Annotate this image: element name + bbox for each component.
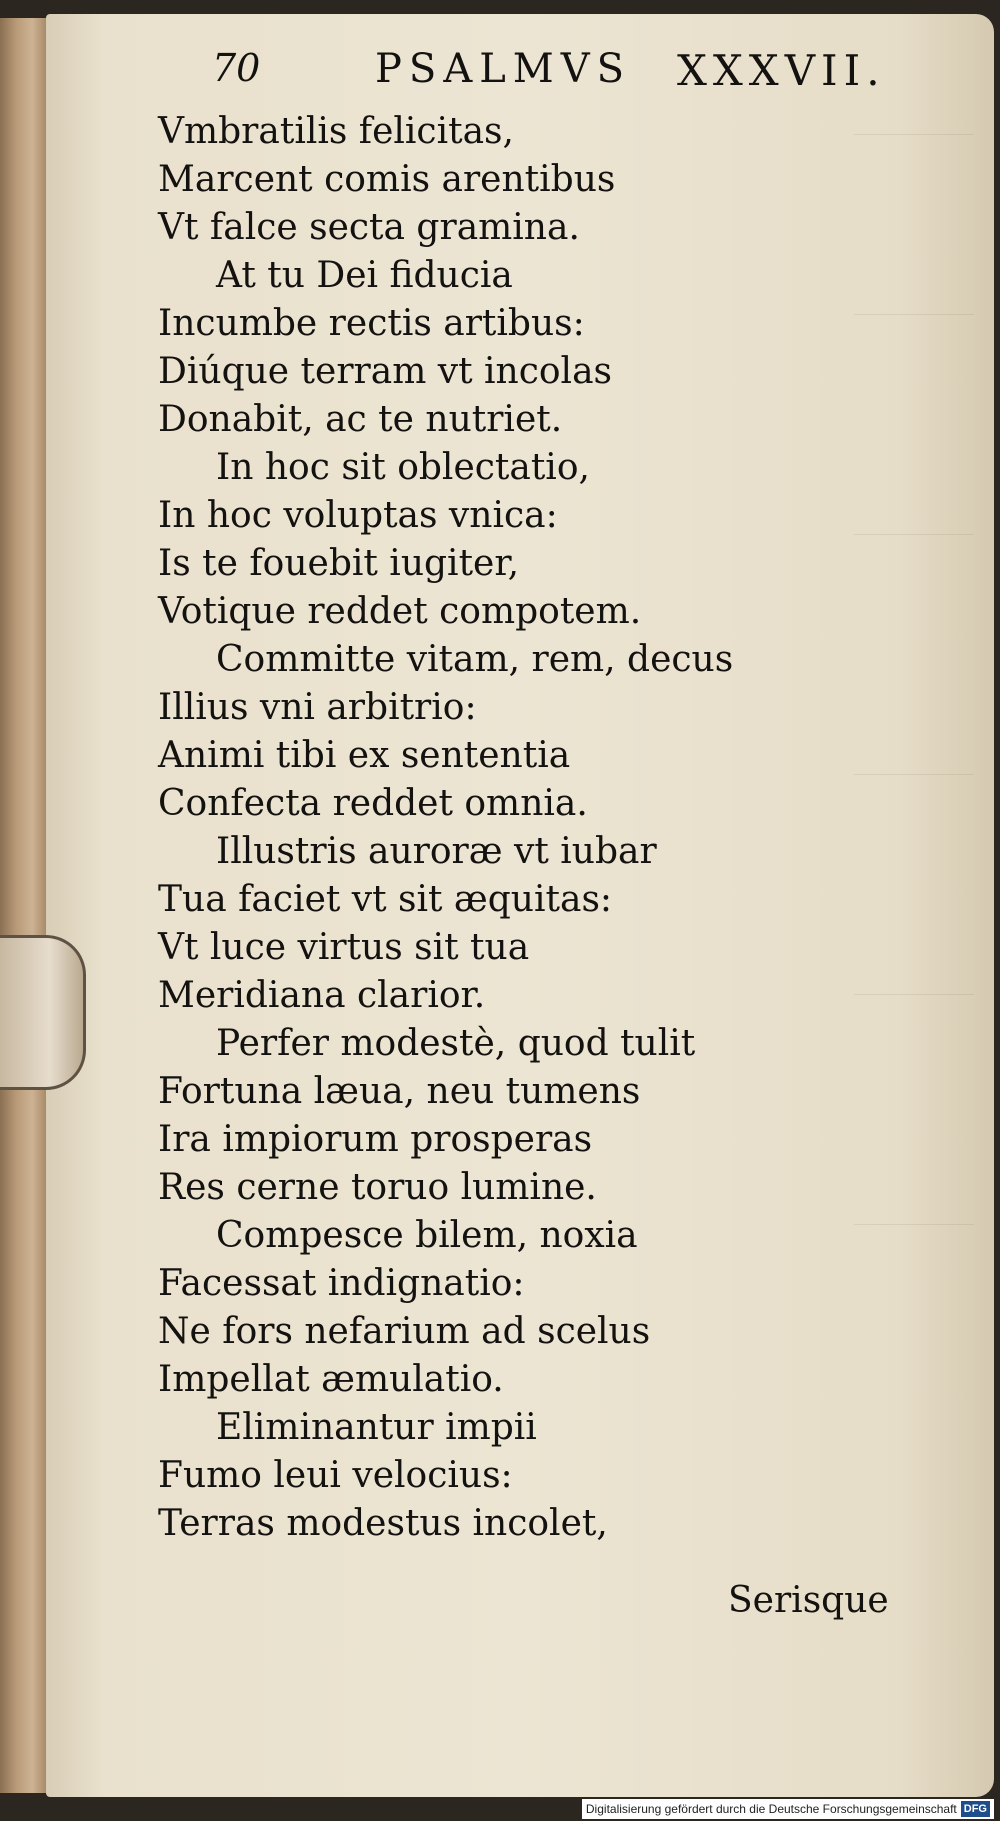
verse-line: Ira impiorum prosperas (158, 1119, 593, 1160)
page-number: 70 (212, 46, 261, 90)
verse-line: Res cerne toruo lumine. (158, 1167, 597, 1208)
verse-line: Committe vitam, rem, decus (216, 639, 734, 680)
verse-line: Vt luce virtus sit tua (158, 927, 530, 968)
show-through-mark (854, 314, 974, 315)
show-through-mark (854, 134, 974, 135)
verse-line: Vmbratilis felicitas, (158, 111, 514, 152)
running-title: PSALMVS (375, 46, 632, 92)
show-through-mark (854, 534, 974, 535)
verse-line: Perfer modestè, quod tulit (216, 1023, 696, 1064)
verse-line: Terras modestus incolet, (158, 1503, 608, 1544)
verse-line: Incumbe rectis artibus: (158, 303, 585, 344)
verse-line: Votique reddet compotem. (158, 591, 642, 632)
verse-line: Illustris auroræ vt iubar (216, 831, 657, 872)
credit-text: Digitalisierung gefördert durch die Deutsche Forschungsgemeinschaft (585, 1802, 957, 1816)
verse-line: Facessat indignatio: (158, 1263, 525, 1304)
verse-line: Vt falce secta gramina. (158, 207, 580, 248)
book-clasp (0, 935, 86, 1090)
verse-line: In hoc voluptas vnica: (158, 495, 558, 536)
verse-line: Confecta reddet omnia. (158, 783, 588, 824)
verse-line: Donabit, ac te nutriet. (158, 399, 563, 440)
verse-line: Fortuna læua, neu tumens (158, 1071, 641, 1112)
catchword: Serisque (728, 1580, 889, 1621)
verse-line: Eliminantur impii (216, 1407, 537, 1448)
show-through-mark (854, 994, 974, 995)
digitization-credit (582, 1799, 994, 1819)
verse-line: In hoc sit oblectatio, (216, 447, 590, 488)
show-through-mark (854, 1224, 974, 1225)
psalm-number: XXXVII. (677, 46, 886, 95)
verse-line: Diúque terram vt incolas (158, 351, 613, 392)
verse-line: Marcent comis arentibus (158, 159, 616, 200)
verse-line: Fumo leui velocius: (158, 1455, 513, 1496)
verse-line: Impellat æmulatio. (158, 1359, 504, 1400)
verse-line: At tu Dei fiducia (216, 255, 513, 296)
verse-line: Illius vni arbitrio: (158, 687, 477, 728)
verse-line: Is te fouebit iugiter, (158, 543, 520, 584)
verse-line: Animi tibi ex sententia (158, 735, 571, 776)
show-through-mark (854, 774, 974, 775)
verse-line: Ne fors nefarium ad scelus (158, 1311, 651, 1352)
verse-line: Meridiana clarior. (158, 975, 486, 1016)
verse-text (158, 108, 858, 1548)
page-header (212, 46, 902, 96)
verse-line: Tua faciet vt sit æquitas: (158, 879, 613, 920)
verse-line: Compesce bilem, noxia (216, 1215, 638, 1256)
dfg-logo-icon: DFG (961, 1801, 990, 1817)
book-fore-edge (0, 18, 48, 1793)
